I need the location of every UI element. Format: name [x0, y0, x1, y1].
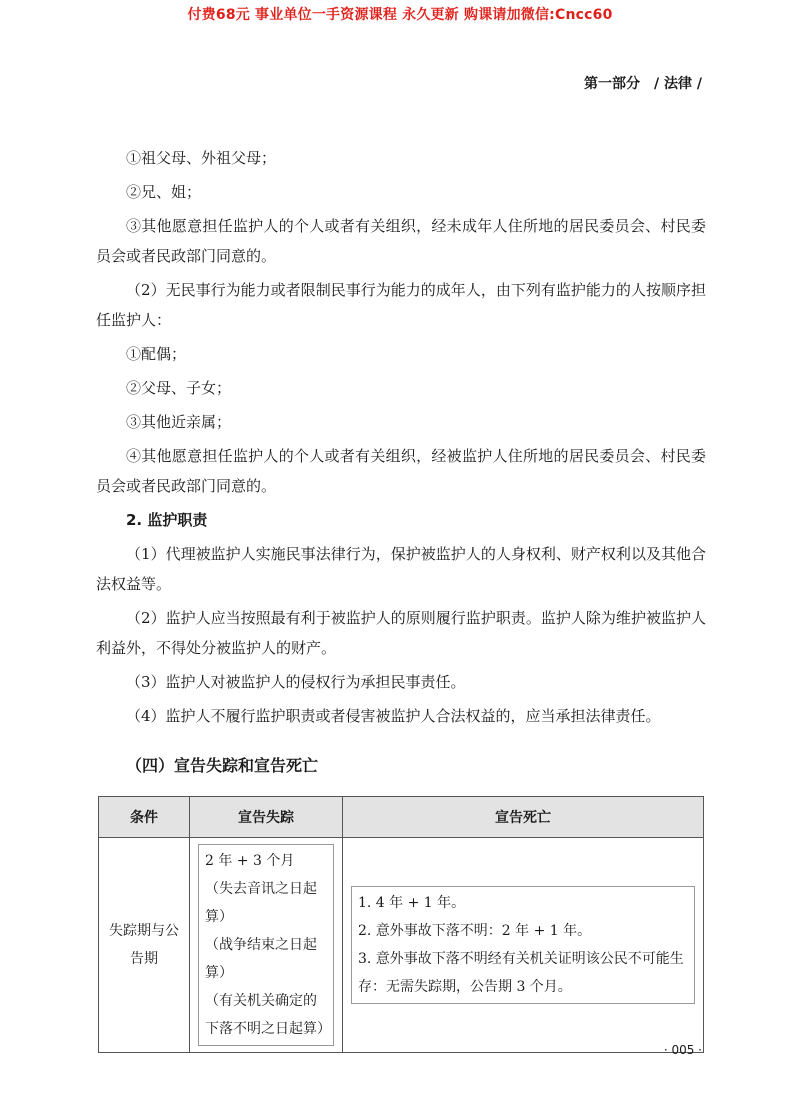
paragraph: ③其他近亲属； — [126, 413, 232, 431]
paragraph: ④其他愿意担任监护人的个人或者有关组织，经被监护人住所地的居民委员会、村民委员会或者民政部门同意的。 — [96, 447, 706, 495]
condition-text: 失踪期与公告期 — [109, 923, 179, 967]
missing-line: （战争结束之日起算） — [205, 937, 317, 981]
missing-line: （失去音讯之日起算） — [205, 881, 317, 925]
paragraph: （2）监护人应当按照最有利于被监护人的原则履行监护职责。监护人除为维护被监护人利益外，不得处分被监护人的财产。 — [96, 609, 706, 657]
death-line: 3. 意外事故下落不明经有关机关证明该公民不可能生存：无需失踪期，公告期 3 个月。 — [358, 951, 684, 995]
paragraph: （4）监护人不履行监护职责或者侵害被监护人合法权益的，应当承担法律责任。 — [126, 707, 661, 725]
paragraph: （3）监护人对被监护人的侵权行为承担民事责任。 — [126, 673, 466, 691]
paragraph: （1）代理被监护人实施民事法律行为，保护被监护人的人身权利、财产权利以及其他合法权益等。 — [96, 545, 706, 593]
paragraph: ①祖父母、外祖父母； — [126, 149, 277, 167]
page-number: · 005 · — [663, 1043, 702, 1057]
cell-death — [343, 838, 704, 1053]
header-death: 宣告死亡 — [343, 797, 704, 838]
death-line: 2. 意外事故下落不明：2 年 + 1 年。 — [358, 923, 592, 939]
table-header-row — [99, 797, 704, 838]
subheading-duties: 2. 监护职责 — [126, 511, 208, 529]
body-text — [96, 143, 706, 735]
running-header: 第一部分 / 法律 / — [584, 76, 702, 92]
declaration-table — [98, 796, 704, 1053]
header-condition: 条件 — [99, 797, 190, 838]
missing-line: 2 年 + 3 个月 — [205, 853, 295, 869]
cell-condition — [99, 838, 190, 1053]
missing-line: （有关机关确定的下落不明之日起算） — [205, 993, 331, 1037]
cell-missing — [190, 838, 343, 1053]
paragraph: ②兄、姐； — [126, 183, 202, 201]
table-row — [99, 838, 704, 1053]
section-title: （四）宣告失踪和宣告死亡 — [126, 756, 319, 775]
death-line: 1. 4 年 + 1 年。 — [358, 895, 466, 911]
promo-banner: 付费68元 事业单位一手资源课程 永久更新 购课请加微信:Cncc60 — [187, 7, 613, 23]
paragraph: ②父母、子女； — [126, 379, 232, 397]
paragraph: ③其他愿意担任监护人的个人或者有关组织，经未成年人住所地的居民委员会、村民委员会或者民政部门同意的。 — [96, 217, 706, 265]
paragraph: ①配偶； — [126, 345, 187, 363]
header-missing: 宣告失踪 — [190, 797, 343, 838]
paragraph: （2）无民事行为能力或者限制民事行为能力的成年人，由下列有监护能力的人按顺序担任监护人： — [96, 281, 706, 329]
